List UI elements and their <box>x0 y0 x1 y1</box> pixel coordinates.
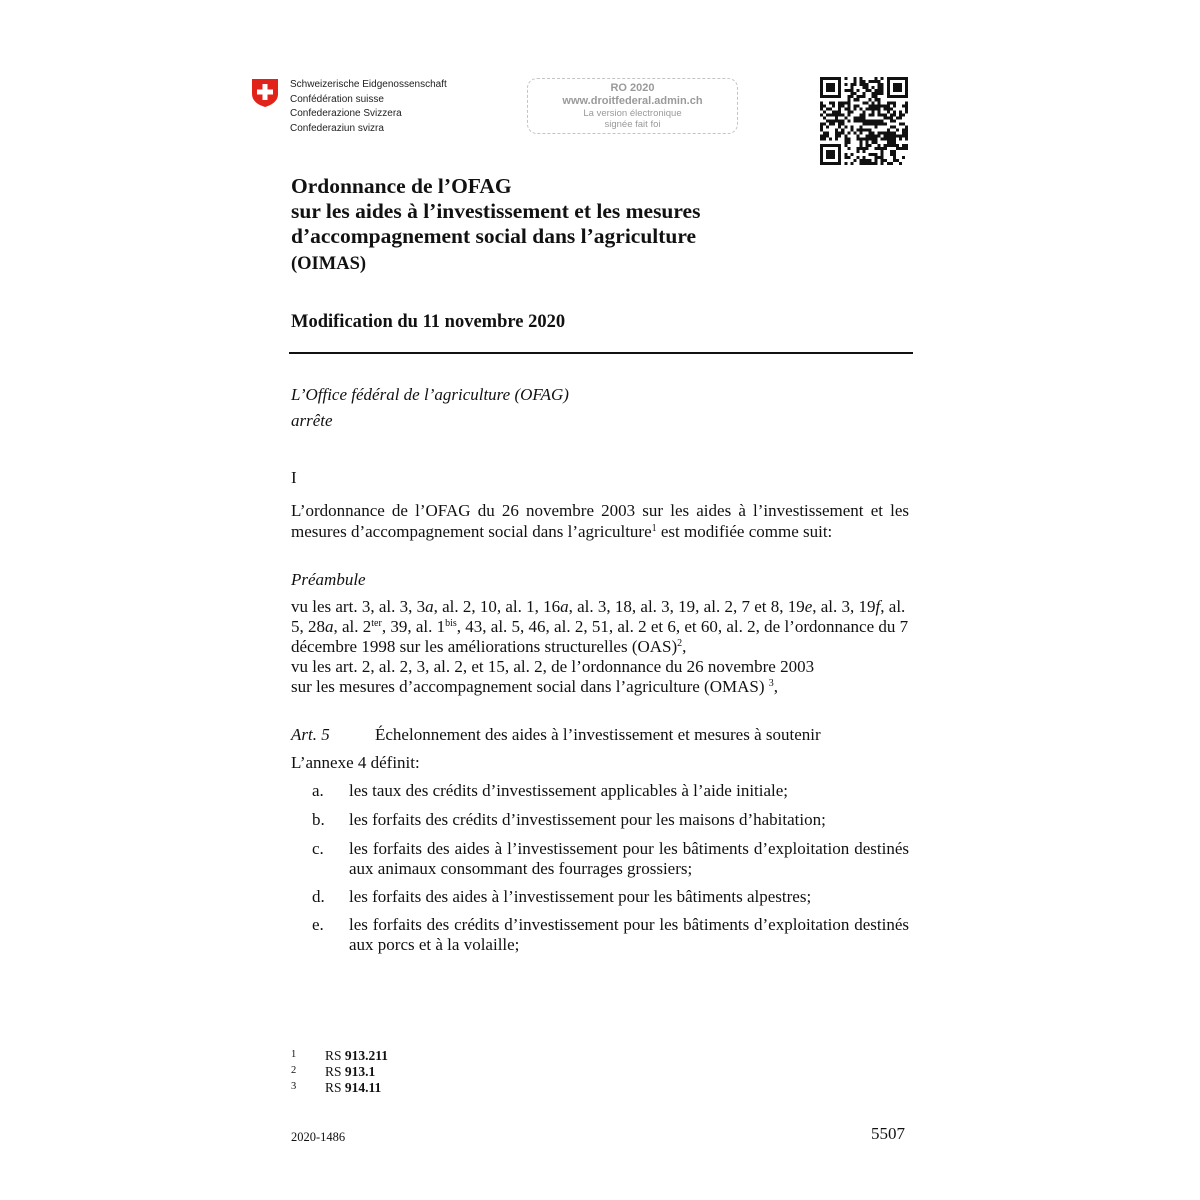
list-item <box>312 887 909 907</box>
footnote-ref: 3 <box>768 678 774 689</box>
confed-line: Confederaziun svizra <box>290 122 384 134</box>
list-item <box>312 810 909 830</box>
footnote-number: 1 <box>291 1049 297 1060</box>
preamble-part: , al. 2 <box>333 617 372 636</box>
footnote <box>291 1047 388 1063</box>
list-item <box>312 839 909 879</box>
swiss-coat-of-arms-icon <box>251 78 279 108</box>
list-item <box>312 781 909 801</box>
official-publication-stamp <box>527 78 738 134</box>
preamble-part: sur les mesures d’accompagnement social dans l’agriculture (OMAS) <box>291 677 769 696</box>
stamp-website: www.droitfederal.admin.ch <box>562 95 703 107</box>
title-line: Ordonnance de l’OFAG <box>291 174 512 198</box>
title-line: d’accompagnement social dans l’agriculture <box>291 224 697 248</box>
preamble-part: f <box>875 597 881 616</box>
footnote-ref-number: 913.1 <box>344 1064 376 1079</box>
section-numeral: I <box>291 468 297 487</box>
list-marker: e. <box>312 915 324 934</box>
preamble-part: , <box>773 677 778 696</box>
preamble-heading: Préambule <box>291 570 366 589</box>
list-marker: c. <box>312 839 324 858</box>
confed-line: Schweizerische Eidgenossenschaft <box>290 79 447 90</box>
qr-finder-pattern <box>820 144 841 165</box>
modification-date: Modification du 11 novembre 2020 <box>291 312 566 332</box>
issuing-authority: L’Office fédéral de l’agriculture (OFAG) <box>291 385 569 404</box>
list-item <box>312 915 909 955</box>
preamble-part: , 43, al. 5, 46, al. 2, 51, al. 2 et 6, et 60, al. 2, de l’ordonnance du 7 décembre 1998 sur les améliorations structurelles (OAS) <box>291 617 909 656</box>
confederation-names <box>290 78 447 136</box>
confed-line: Confederazione Svizzera <box>290 108 402 119</box>
preamble-part: e <box>804 597 813 616</box>
intro-suffix: est modifiée comme suit: <box>656 522 833 541</box>
footnote-ref: 2 <box>677 638 683 649</box>
list-marker: b. <box>312 810 325 829</box>
stamp-note: La version électronique <box>583 108 682 119</box>
intro-paragraph <box>291 500 909 542</box>
superscript: bis <box>445 618 457 629</box>
list-marker: a. <box>312 781 324 800</box>
footnote-number: 3 <box>291 1081 297 1092</box>
article-title: Échelonnement des aides à l’investissement et mesures à soutenir <box>375 725 821 744</box>
article-lead: L’annexe 4 définit: <box>291 753 420 772</box>
footnote <box>291 1063 375 1079</box>
intro-text: L’ordonnance de l’OFAG du 26 novembre 2003 sur les aides à l’investissement et les mesures d’accompagnement social dans l’agriculture <box>291 501 909 541</box>
preamble-part: , <box>682 637 687 656</box>
qr-finder-pattern <box>820 77 841 98</box>
stamp-note: signée fait foi <box>604 119 661 130</box>
preamble-part: a <box>325 617 334 636</box>
preamble-part: , al. 3, 19 <box>812 597 876 616</box>
superscript: ter <box>371 618 382 629</box>
list-text: les forfaits des aides à l’investissement pour les bâtiments d’exploitation destinés aux animaux consommant des fourrages grossiers; <box>349 839 909 878</box>
list-text: les forfaits des aides à l’investissement pour les bâtiments alpestres; <box>349 887 812 906</box>
preamble-part: a <box>560 597 569 616</box>
preamble-part: , 39, al. 1 <box>381 617 446 636</box>
preamble-part: vu les art. 3, al. 3, 3 <box>291 597 426 616</box>
footnote-prefix: RS <box>325 1064 345 1079</box>
list-marker: d. <box>312 887 325 906</box>
stamp-collection: RO 2020 <box>610 82 655 94</box>
list-text: les taux des crédits d’investissement applicables à l’aide initiale; <box>349 781 789 800</box>
preamble-part: , al. 2, 10, al. 1, 16 <box>433 597 561 616</box>
title-divider <box>289 352 913 354</box>
footnote-prefix: RS <box>325 1080 345 1095</box>
confed-line: Confédération suisse <box>290 93 384 105</box>
title-abbreviation: (OIMAS) <box>291 254 367 274</box>
list-text: les forfaits des crédits d’investissement pour les bâtiments d’exploitation destinés aux porcs et à la volaille; <box>349 915 909 954</box>
footnote-ref-number: 914.11 <box>344 1080 382 1095</box>
preamble-part: a <box>425 597 434 616</box>
list-text: les forfaits des crédits d’investissement pour les maisons d’habitation; <box>349 810 826 829</box>
preamble-text <box>291 597 909 697</box>
preamble-part: , al. 5, 28 <box>291 597 906 636</box>
footnote-ref-number: 913.211 <box>344 1048 389 1063</box>
qr-code-icon <box>820 77 908 165</box>
document-title <box>291 174 911 249</box>
preamble-part: vu les art. 2, al. 2, 3, al. 2, et 15, al. 2, de l’ordonnance du 26 novembre 2003 <box>291 657 815 676</box>
footnote-ref: 1 <box>651 523 657 534</box>
preamble-part: , al. 3, 18, al. 3, 19, al. 2, 7 et 8, 19 <box>568 597 805 616</box>
decree-verb: arrête <box>291 411 333 430</box>
article-heading <box>291 725 821 745</box>
footnote-prefix: RS <box>325 1048 345 1063</box>
page-number: 5507 <box>871 1124 905 1143</box>
article-number: Art. 5 <box>291 725 330 744</box>
footnote <box>291 1079 381 1095</box>
footnote-number: 2 <box>291 1065 297 1076</box>
title-line: sur les aides à l’investissement et les mesures <box>291 199 701 223</box>
document-reference: 2020-1486 <box>291 1130 346 1144</box>
qr-finder-pattern <box>887 77 908 98</box>
